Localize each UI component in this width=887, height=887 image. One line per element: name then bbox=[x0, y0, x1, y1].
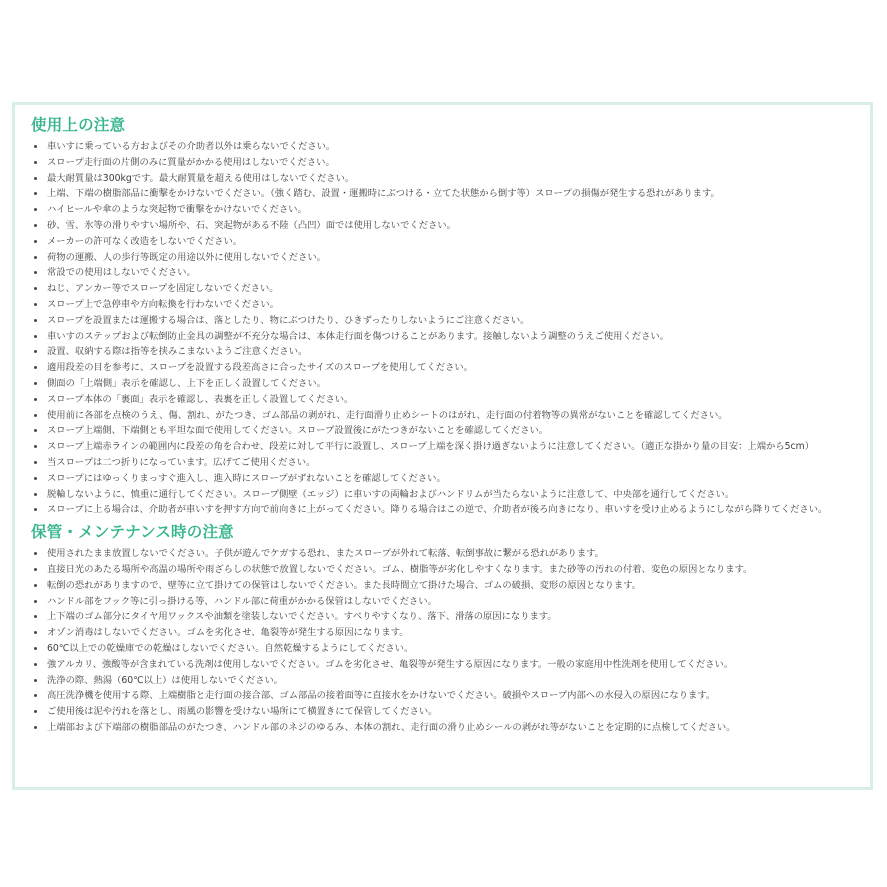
bullet-icon bbox=[34, 477, 37, 480]
bullet-icon bbox=[34, 679, 37, 682]
list-item-text: 側面の「上端側」表示を確認し、上下を正しく設置してください。 bbox=[47, 377, 326, 389]
list-item-text: 強アルカリ、強酸等が含まれている洗剤は使用しないでください。ゴムを劣化させ、亀裂等が発生する原因になります。一般の家庭用中性洗剤を使用してください。 bbox=[47, 658, 734, 670]
list-item-text: 高圧洗浄機を使用する際、上端樹脂と走行面の接合部、ゴム部品の接着面等に直接水をかけないでください。破損やスロープ内部への水侵入の原因になります。 bbox=[47, 690, 716, 702]
list-item bbox=[31, 562, 860, 578]
list-item bbox=[31, 392, 860, 408]
list-item-text: 直接日光のあたる場所や高温の場所や雨ざらしの状態で放置しないでください。ゴム、樹脂等が劣化しやすくなります。また砂等の汚れの付着、変色の原因となります。 bbox=[47, 563, 753, 575]
list-item-text: 荷物の運搬、人の歩行等既定の用途以外に使用しないでください。 bbox=[47, 251, 326, 263]
list-item bbox=[31, 265, 860, 281]
bullet-icon bbox=[34, 694, 37, 697]
bullet-icon bbox=[34, 615, 37, 618]
list-item bbox=[31, 234, 860, 250]
bullet-icon bbox=[34, 508, 37, 511]
list-item bbox=[31, 455, 860, 471]
notice-panel bbox=[12, 102, 873, 790]
list-item bbox=[31, 657, 860, 673]
list-item-text: 最大耐質量は300kgです。最大耐質量を超える使用はしないでください。 bbox=[47, 172, 355, 184]
list-item-text: 車いすに乗っている方およびその介助者以外は乗らないでください。 bbox=[47, 141, 336, 152]
list-item bbox=[31, 423, 860, 439]
list-item-text: 車いすのステップおよび転倒防止金具の調整が不充分な場合は、本体走行面を傷つけることがあります。接触しないよう調整のうえご使用ください。 bbox=[47, 330, 669, 342]
bullet-icon bbox=[34, 335, 37, 338]
bullet-icon bbox=[34, 710, 37, 713]
maintenance-notes-list bbox=[31, 546, 860, 736]
list-item bbox=[31, 329, 860, 345]
list-item bbox=[31, 376, 860, 392]
bullet-icon bbox=[34, 663, 37, 666]
bullet-icon bbox=[34, 552, 37, 555]
list-item-text: スロープ上で急停車や方向転換を行わないでください。 bbox=[47, 298, 279, 310]
bullet-icon bbox=[34, 647, 37, 650]
list-item-text: ハイヒールや傘のような突起物で衝撃をかけないでください。 bbox=[47, 204, 307, 216]
list-item bbox=[31, 344, 860, 360]
list-item bbox=[31, 313, 860, 329]
bullet-icon bbox=[34, 584, 37, 587]
bullet-icon bbox=[34, 568, 37, 571]
bullet-icon bbox=[34, 240, 37, 243]
usage-notes-list bbox=[31, 139, 860, 518]
list-item bbox=[31, 155, 860, 171]
list-item-text: ねじ、アンカー等でスロープを固定しないでください。 bbox=[47, 283, 279, 295]
bullet-icon bbox=[34, 726, 37, 729]
bullet-icon bbox=[34, 271, 37, 274]
list-item bbox=[31, 250, 860, 266]
list-item-text: ご使用後は泥や汚れを落とし、雨風の影響を受けない場所にて横置きにて保管してください。 bbox=[47, 706, 438, 718]
list-item-text: スロープに上る場合は、介助者が車いすを押す方向で前向きに上がってください。降りる場合はこの逆で、介助者が後ろ向きになり、車いすを受け止めるようにしながら降りてください。 bbox=[47, 504, 828, 516]
list-item bbox=[31, 673, 860, 689]
bullet-icon bbox=[34, 145, 37, 148]
list-item bbox=[31, 439, 860, 455]
bullet-icon bbox=[34, 493, 37, 496]
list-item bbox=[31, 218, 860, 234]
bullet-icon bbox=[34, 461, 37, 464]
bullet-icon bbox=[34, 600, 37, 603]
bullet-icon bbox=[34, 208, 37, 211]
list-item bbox=[31, 704, 860, 720]
list-item-text: スロープにはゆっくりまっすぐ進入し、進入時にスロープがずれないことを確認してください。 bbox=[47, 472, 446, 484]
list-item-text: スロープ本体の「裏面」表示を確認し、表裏を正しく設置してください。 bbox=[47, 393, 354, 405]
list-item-text: 上端、下端の樹脂部品に衝撃をかけないでください。（強く踏む、設置・運搬時にぶつける・立てた状態から倒す等）スロープの損傷が発生する恐れがあります。 bbox=[47, 188, 720, 200]
list-item-text: 常設での使用はしないでください。 bbox=[47, 267, 196, 279]
list-item bbox=[31, 186, 860, 202]
list-item-text: 上端部および下端部の樹脂部品のがたつき、ハンドル部のネジのゆるみ、本体の割れ、走行面の滑り止めシールの剥がれ等がないことを定期的に点検してください。 bbox=[47, 721, 736, 733]
bullet-icon bbox=[34, 350, 37, 353]
bullet-icon bbox=[34, 224, 37, 227]
bullet-icon bbox=[34, 429, 37, 432]
list-item-text: メーカーの許可なく改造をしないでください。 bbox=[47, 235, 243, 247]
list-item-text: スロープ上端側、下端側とも平坦な面で使用してください。スロープ設置後にがたつきがないことを確認してください。 bbox=[47, 425, 549, 437]
bullet-icon bbox=[34, 161, 37, 164]
list-item bbox=[31, 408, 860, 424]
bullet-icon bbox=[34, 382, 37, 385]
list-item-text: 60℃以上での乾燥庫での乾燥はしないでください。自然乾燥するようにしてください。 bbox=[47, 642, 414, 654]
bullet-icon bbox=[34, 398, 37, 401]
list-item bbox=[31, 609, 860, 625]
list-item bbox=[31, 688, 860, 704]
list-item-text: 転倒の恐れがありますので、壁等に立て掛けての保管はしないでください。また長時間立て掛けた場合、ゴムの破損、変形の原因となります。 bbox=[47, 579, 642, 591]
bullet-icon bbox=[34, 192, 37, 195]
list-item-text: 脱輪しないように、慎重に通行してください。スロープ側壁（エッジ）に車いすの両輪およびハンドリムが当たらないように注意して、中央部を通行してください。 bbox=[47, 488, 735, 500]
usage-notes-heading: 使用上の注意 bbox=[31, 116, 126, 134]
list-item bbox=[31, 546, 860, 562]
list-item-text: ハンドル部をフック等に引っ掛ける等、ハンドル部に荷重がかかる保管はしないでください。 bbox=[47, 595, 437, 607]
list-item bbox=[31, 281, 860, 297]
bullet-icon bbox=[34, 287, 37, 290]
list-item bbox=[31, 641, 860, 657]
list-item bbox=[31, 502, 860, 518]
list-item-text: スロープ上端赤ラインの範囲内に段差の角を合わせ、段差に対して平行に設置し、スロープ上端を深く掛け過ぎないように注意してください。（適正な掛かり量の目安：上端から5cm） bbox=[47, 441, 814, 453]
list-item-text: 適用段差の目を参考に、スロープを設置する段差高さに合ったサイズのスロープを使用してください。 bbox=[47, 362, 473, 374]
list-item-text: スロープを設置または運搬する場合は、落としたり、物にぶつけたり、ひきずったりしないようにご注意ください。 bbox=[47, 314, 530, 326]
list-item bbox=[31, 202, 860, 218]
list-item-text: 砂、雪、氷等の滑りやすい場所や、石、突起物がある不陸（凸凹）面では使用しないでください。 bbox=[47, 219, 456, 231]
bullet-icon bbox=[34, 445, 37, 448]
list-item bbox=[31, 171, 860, 187]
list-item-text: 上下端のゴム部分にタイヤ用ワックスや油類を塗装しないでください。すべりやすくなり、落下、滑落の原因になります。 bbox=[47, 611, 557, 623]
list-item bbox=[31, 578, 860, 594]
list-item bbox=[31, 625, 860, 641]
list-item bbox=[31, 594, 860, 610]
bullet-icon bbox=[34, 366, 37, 369]
list-item-text: 使用前に各部を点検のうえ、傷、割れ、がたつき、ゴム部品の剥がれ、走行面滑り止めシートのはがれ、走行面の付着物等の異常がないことを確認してください。 bbox=[47, 409, 728, 421]
bullet-icon bbox=[34, 256, 37, 259]
bullet-icon bbox=[34, 303, 37, 306]
bullet-icon bbox=[34, 319, 37, 322]
bullet-icon bbox=[34, 414, 37, 417]
list-item-text: 設置、収納する際は指等を挟みこまないようご注意ください。 bbox=[47, 346, 308, 358]
list-item bbox=[31, 487, 860, 503]
list-item-text: 洗浄の際、熱湯（60℃以上）は使用しないでください。 bbox=[47, 674, 284, 686]
list-item bbox=[31, 297, 860, 313]
list-item-text: スロープ走行面の片側のみに質量がかかる使用はしないでください。 bbox=[47, 156, 335, 168]
list-item bbox=[31, 360, 860, 376]
bullet-icon bbox=[34, 177, 37, 180]
list-item-text: オゾン消毒はしないでください。ゴムを劣化させ、亀裂等が発生する原因になります。 bbox=[47, 627, 409, 639]
list-item-text: 当スロープは二つ折りになっています。広げてご使用ください。 bbox=[47, 456, 316, 468]
list-item bbox=[31, 471, 860, 487]
list-item-text: 使用されたまま放置しないでください。子供が遊んでケガする恐れ、またスロープが外れて転落、転倒事故に繋がる恐れがあります。 bbox=[47, 548, 604, 560]
list-item bbox=[31, 720, 860, 736]
bullet-icon bbox=[34, 631, 37, 634]
maintenance-notes-heading: 保管・メンテナンス時の注意 bbox=[31, 523, 234, 542]
list-item bbox=[31, 139, 860, 155]
